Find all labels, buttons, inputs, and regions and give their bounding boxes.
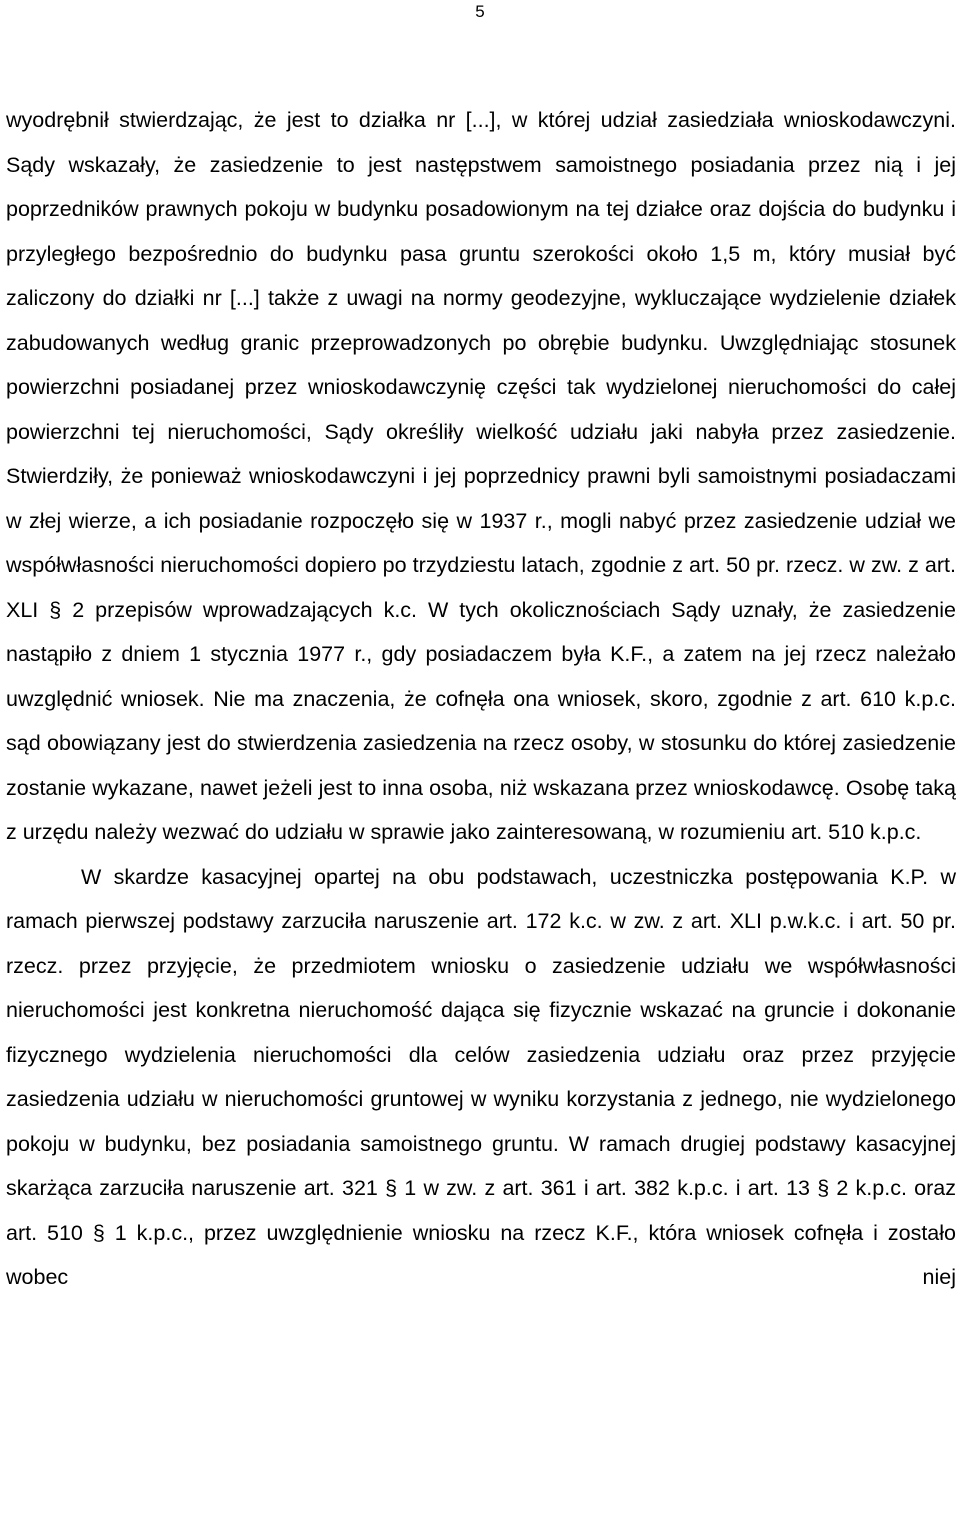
paragraph-2: W skardze kasacyjnej opartej na obu podstawach, uczestniczka postępowania K.P. w ramach pierwszej podstawy zarzuciła naruszenie art. 172 k.c. w zw. z art. XLI p.w.k.c. i art. 50 pr. rzecz. przez przyjęcie, że przedmiotem wniosku o zasiedzenie udziału we współwłasności nieruchomości jest konkretna nieruchomość dająca się fizycznie wskazać na gruncie i dokonanie fizycznego wydzielenia nieruchomości dla celów zasiedzenia udziału oraz przez przyjęcie zasiedzenia udziału w nieruchomości gruntowej w wyniku korzystania z jednego, nie wydzielonego pokoju w budynku, bez posiadania samoistnego gruntu. W ramach drugiej podstawy kasacyjnej skarżąca zarzuciła naruszenie art. 321 § 1 w zw. z art. 361 i art. 382 k.p.c. i art. 13 § 2 k.p.c. oraz art. 510 § 1 k.p.c., przez uwzględnienie wniosku na rzecz K.F., która wniosek cofnęła i zostało wobec niej xyxy=(6,864,956,1289)
document-body xyxy=(6,98,956,1300)
paragraph-1: wyodrębnił stwierdzając, że jest to działka nr [...], w której udział zasiedziała wnioskodawczyni. Sądy wskazały, że zasiedzenie to jest następstwem samoistnego posiadania przez nią i jej poprzedników prawnych pokoju w budynku posadowionym na tej działce oraz dojścia do budynku i przyległego bezpośrednio do budynku pasa gruntu szerokości około 1,5 m, który musiał być zaliczony do działki nr [...] także z uwagi na normy geodezyjne, wykluczające wydzielenie działek zabudowanych według granic przeprowadzonych po obrębie budynku. Uwzględniając stosunek powierzchni posiadanej przez wnioskodawczynię części tak wydzielonej nieruchomości do całej powierzchni tej nieruchomości, Sądy określiły wielkość udziału jaki nabyła przez zasiedzenie. Stwierdziły, że ponieważ wnioskodawczyni i jej poprzednicy prawni byli samoistnymi posiadaczami w złej wierze, a ich posiadanie rozpoczęło się w 1937 r., mogli nabyć przez zasiedzenie udział we współwłasności nieruchomości dopiero po trzydziestu latach, zgodnie z art. 50 pr. rzecz. w zw. z art. XLI § 2 przepisów wprowadzających k.c. W tych okolicznościach Sądy uznały, że zasiedzenie nastąpiło z dniem 1 stycznia 1977 r., gdy posiadaczem była K.F., a zatem na jej rzecz należało uwzględnić wniosek. Nie ma znaczenia, że cofnęła ona wniosek, skoro, zgodnie z art. 610 k.p.c. sąd obowiązany jest do stwierdzenia zasiedzenia na rzecz osoby, w stosunku do której zasiedzenie zostanie wykazane, nawet jeżeli jest to inna osoba, niż wskazana przez wnioskodawcę. Osobę taką z urzędu należy wezwać do udziału w sprawie jako zainteresowaną, w rozumieniu art. 510 k.p.c. xyxy=(6,108,956,844)
page-number: 5 xyxy=(475,2,485,21)
